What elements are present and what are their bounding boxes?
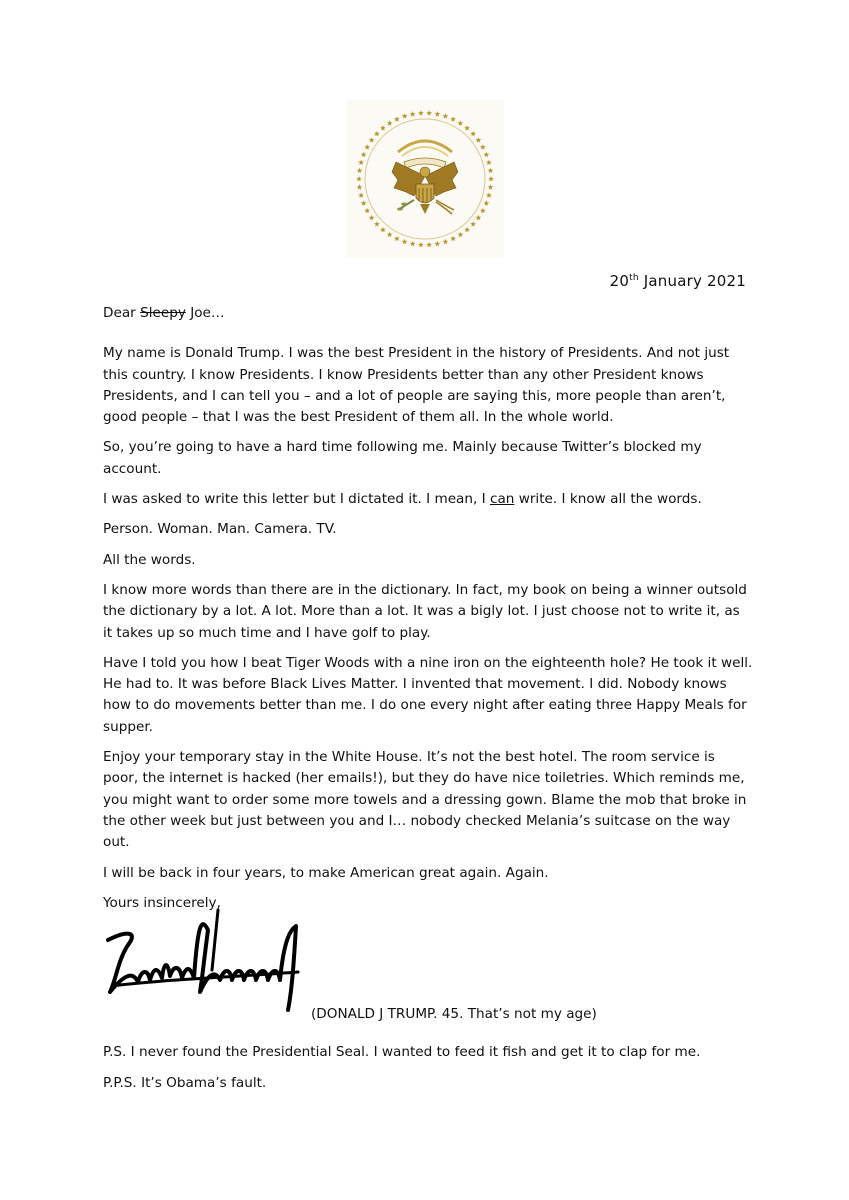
- letter-date: [610, 272, 746, 290]
- seal-star-icon: [374, 221, 380, 226]
- seal-star-icon: [435, 241, 441, 246]
- seal-star-icon: [369, 137, 375, 142]
- seal-star-icon: [418, 242, 424, 247]
- paragraph-1: My name is Donald Trump. I was the best President in the history of Presidents. And not just this country. I know Presidents. I know Presidents better than any other President knows Presidents, and I can tell you – and a lot of people are saying this, more people than aren’t, good people – that I was the best President of them all. In the whole world.: [103, 345, 730, 426]
- seal-star-icon: [357, 184, 363, 189]
- seal-star-icon: [356, 176, 362, 181]
- seal-star-icon: [426, 242, 432, 247]
- seal-star-icon: [387, 120, 393, 125]
- date-day: 20: [609, 272, 630, 290]
- seal-star-icon: [488, 176, 494, 181]
- paragraph-2: So, you’re going to have a hard time following me. Mainly because Twitter’s blocked my account.: [103, 439, 702, 477]
- seal-star-icon: [476, 215, 482, 220]
- seal-star-icon: [358, 160, 364, 165]
- seal-star-icon: [470, 221, 476, 226]
- seal-star-icon: [369, 215, 375, 220]
- seal-star-icon: [458, 120, 464, 125]
- paragraph-7: Have I told you how I beat Tiger Woods with a nine iron on the eighteenth hole? He took it well. He had to. It was before Black Lives Matter. I invented that movement. I did. Nobody knows how to do movements better than me. I do one every night after eating three Happy Meals for supper.: [103, 654, 753, 735]
- paragraph-9: I will be back in four years, to make American great again. Again.: [103, 864, 549, 881]
- seal-star-icon: [364, 208, 370, 213]
- paragraph-3: [103, 489, 753, 510]
- seal-star-icon: [374, 131, 380, 136]
- seal-star-icon: [450, 116, 456, 121]
- presidential-seal-icon: [346, 100, 504, 258]
- seal-star-icon: [402, 113, 408, 118]
- closing: Yours insincerely,: [103, 894, 221, 911]
- postscript-2: P.P.S. It’s Obama’s fault.: [103, 1075, 267, 1091]
- seal-star-icon: [476, 137, 482, 142]
- salutation-name: Joe…: [185, 305, 225, 321]
- seal-star-icon: [484, 152, 490, 157]
- paragraph-3-end: write. I know all the words.: [514, 491, 702, 508]
- seal-star-icon: [410, 241, 416, 246]
- postscript-1: P.S. I never found the Presidential Seal. I wanted to feed it fish and get it to clap for me.: [103, 1044, 701, 1060]
- seal-star-icon: [458, 232, 464, 237]
- seal-star-icon: [387, 232, 393, 237]
- seal-star-icon: [394, 116, 400, 121]
- seal-star-icon: [486, 192, 492, 197]
- date-suffix: th: [629, 273, 639, 283]
- paragraph-5: All the words.: [103, 551, 196, 568]
- date-month-year: January 2021: [643, 272, 746, 290]
- seal-star-icon: [486, 160, 492, 165]
- paragraph-8: Enjoy your temporary stay in the White House. It’s not the best hotel. The room service is poor, the internet is hacked (her emails!), but they do have nice toiletries. Which reminds me, you might want to order some more towels and a dressing gown. Blame the mob that broke in the other week but just between you and I… nobody checked Melania’s suitcase on the way out.: [103, 749, 747, 851]
- signature-name-note: (DONALD J TRUMP. 45. That’s not my age): [311, 1006, 597, 1022]
- seal-star-icon: [450, 236, 456, 241]
- underlined-word: can: [489, 491, 515, 508]
- seal-star-icon: [435, 111, 441, 116]
- seal-star-icon: [443, 113, 449, 118]
- seal-star-icon: [358, 192, 364, 197]
- seal-star-icon: [394, 236, 400, 241]
- seal-star-icon: [426, 110, 432, 115]
- seal-star-icon: [364, 144, 370, 149]
- seal-star-icon: [418, 110, 424, 115]
- seal-star-icon: [488, 168, 494, 173]
- seal-star-icon: [464, 125, 470, 130]
- seal-star-icon: [410, 111, 416, 116]
- salutation-prefix: Dear: [103, 305, 141, 321]
- paragraph-3-start: I was asked to write this letter but I dictated it. I mean, I: [103, 491, 490, 508]
- struck-word: Sleepy: [140, 305, 186, 321]
- seal-star-icon: [480, 144, 486, 149]
- paragraph-6: I know more words than there are in the dictionary. In fact, my book on being a winner outsold the dictionary by a lot. A lot. More than a lot. It was a bigly lot. I just choose not to write it, as it takes up so much time and I have golf to play.: [103, 581, 747, 641]
- paragraph-4: Person. Woman. Man. Camera. TV.: [103, 521, 337, 538]
- seal-star-icon: [380, 125, 386, 130]
- seal-star-icon: [470, 131, 476, 136]
- seal-star-icon: [484, 200, 490, 205]
- salutation: [103, 303, 753, 324]
- seal-star-icon: [443, 239, 449, 244]
- seal-star-icon: [488, 184, 494, 189]
- seal-star-icon: [480, 208, 486, 213]
- seal-star-icon: [357, 168, 363, 173]
- seal-graphic: [346, 100, 504, 258]
- seal-star-icon: [464, 227, 470, 232]
- seal-star-icon: [361, 200, 367, 205]
- seal-star-icon: [361, 152, 367, 157]
- letter-body: [103, 303, 753, 923]
- seal-star-icon: [402, 239, 408, 244]
- handwritten-signature-icon: [98, 900, 318, 1020]
- seal-star-icon: [380, 227, 386, 232]
